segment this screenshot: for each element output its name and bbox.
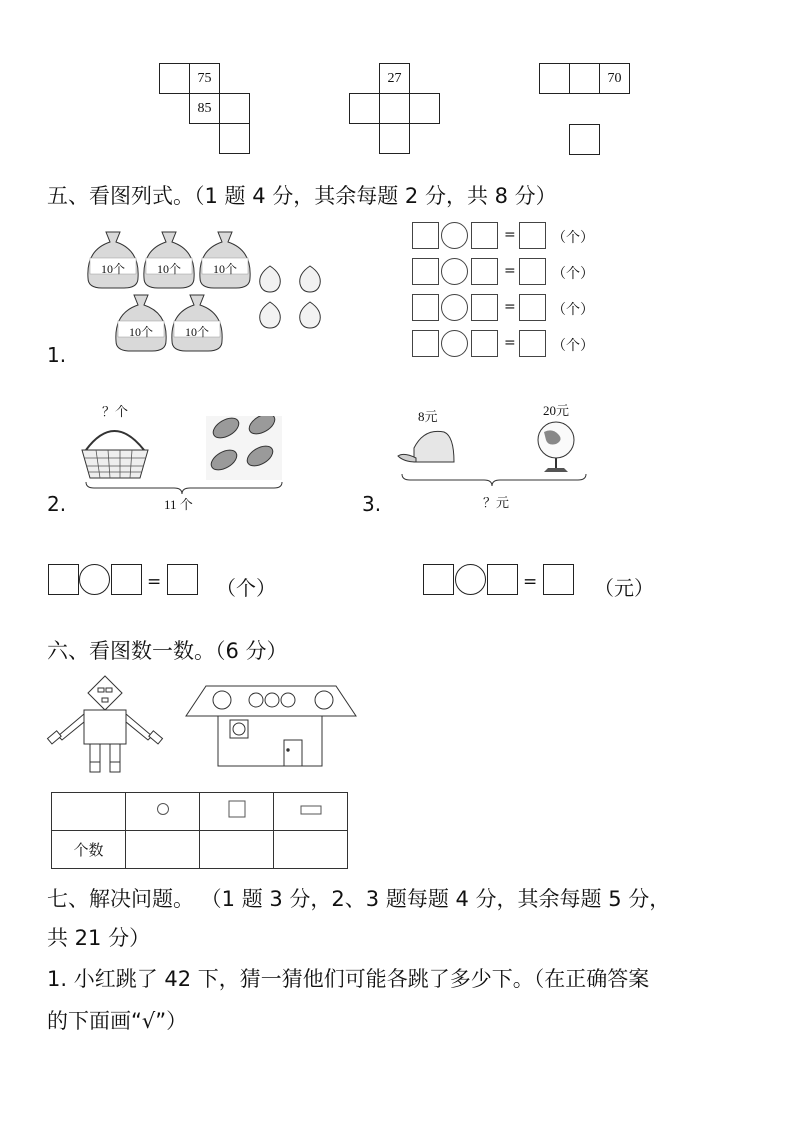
net-cell-value: 27 (379, 63, 410, 94)
net-cell-value: 70 (599, 63, 630, 94)
bag-label: 10个 (100, 262, 125, 276)
net-cell (539, 63, 570, 94)
net-cell (379, 93, 410, 124)
result-box[interactable] (519, 330, 546, 357)
net-cell (349, 93, 380, 124)
answer-box[interactable] (471, 222, 498, 249)
equals-sign: = (504, 227, 516, 243)
equals-sign: = (504, 335, 516, 351)
square-count-cell[interactable] (200, 831, 274, 869)
section7-q1-line1: 1. 小红跳了 42 下，猜一猜他们可能各跳了多少下。（在正确答案 (47, 967, 650, 991)
shape-house-figure (184, 684, 360, 772)
answer-box[interactable] (471, 330, 498, 357)
result-box[interactable] (519, 294, 546, 321)
circle-header-cell (126, 793, 200, 831)
operator-circle[interactable] (441, 330, 468, 357)
net-cell (379, 123, 410, 154)
bag-icon (112, 291, 170, 355)
net-cell (219, 123, 250, 154)
bag-label: 10个 (184, 325, 209, 339)
circle-shape-icon (156, 802, 170, 816)
equals-sign: = (504, 263, 516, 279)
bag-label: 10个 (156, 262, 181, 276)
circle-count-cell[interactable] (126, 831, 200, 869)
peach-icons (254, 262, 330, 334)
rectangle-header-cell (274, 793, 348, 831)
net-cell (569, 124, 600, 155)
bag-icon (140, 228, 198, 292)
section5-heading: 五、看图列式。（1 题 4 分，其余每题 2 分，共 8 分） (47, 184, 557, 208)
shape-count-table (51, 792, 348, 869)
equals-sign: = (523, 572, 538, 592)
operator-circle[interactable] (441, 222, 468, 249)
basket-total-label: 11 个 (164, 497, 193, 512)
question-number: 3. (362, 492, 382, 516)
bag-label: 10个 (128, 325, 153, 339)
operator-circle[interactable] (455, 564, 486, 595)
question-number: 2. (47, 492, 67, 516)
answer-box[interactable] (471, 294, 498, 321)
net-cell (569, 63, 600, 94)
table-row (52, 831, 348, 869)
bag-label: 10个 (212, 262, 237, 276)
unit-label: （个） (552, 230, 594, 246)
table-header-cell (52, 793, 126, 831)
bag-icon (168, 291, 226, 355)
unit-label: （元） (594, 576, 654, 600)
bag-icon (84, 228, 142, 292)
cap-globe-illustration (394, 418, 590, 488)
result-box[interactable] (167, 564, 198, 595)
globe-price-label: 20元 (543, 403, 570, 418)
answer-box[interactable] (412, 294, 439, 321)
operator-circle[interactable] (441, 294, 468, 321)
section6-heading: 六、看图数一数。（6 分） (47, 639, 288, 663)
net-cell (159, 63, 190, 94)
section7-heading-line1: 七、解决问题。 （1 题 3 分，2、3 题每题 4 分，其余每题 5 分， (47, 887, 671, 911)
operator-circle[interactable] (79, 564, 110, 595)
bag-icon (196, 228, 254, 292)
equals-sign: = (504, 299, 516, 315)
result-box[interactable] (519, 222, 546, 249)
operator-circle[interactable] (441, 258, 468, 285)
square-shape-icon (228, 800, 246, 818)
answer-box[interactable] (487, 564, 518, 595)
question-number: 1. (47, 343, 67, 367)
square-header-cell (200, 793, 274, 831)
answer-box[interactable] (412, 330, 439, 357)
unit-label: （个） (216, 576, 276, 600)
result-box[interactable] (519, 258, 546, 285)
count-row-label: 个数 (52, 831, 126, 869)
unit-label: （个） (552, 302, 594, 318)
answer-box[interactable] (412, 222, 439, 249)
result-box[interactable] (543, 564, 574, 595)
shape-robot-figure (44, 674, 166, 776)
unit-label: （个） (552, 338, 594, 354)
answer-box[interactable] (471, 258, 498, 285)
equals-sign: = (147, 572, 162, 592)
rectangle-shape-icon (300, 805, 322, 815)
table-row (52, 793, 348, 831)
section7-q1-line2: 的下面画“√”） (47, 1009, 188, 1033)
net-cell-value: 75 (189, 63, 220, 94)
rectangle-count-cell[interactable] (274, 831, 348, 869)
answer-box[interactable] (48, 564, 79, 595)
net-cell (219, 93, 250, 124)
net-cell (409, 93, 440, 124)
unit-label: （个） (552, 266, 594, 282)
basket-question-label: ？个 (102, 404, 129, 419)
section7-heading-line2: 共 21 分） (47, 926, 151, 950)
answer-box[interactable] (412, 258, 439, 285)
answer-box[interactable] (111, 564, 142, 595)
cap-price-label: 8元 (418, 409, 438, 424)
cap-globe-total-label: ？元 (483, 495, 510, 510)
answer-box[interactable] (423, 564, 454, 595)
net-cell-value: 85 (189, 93, 220, 124)
